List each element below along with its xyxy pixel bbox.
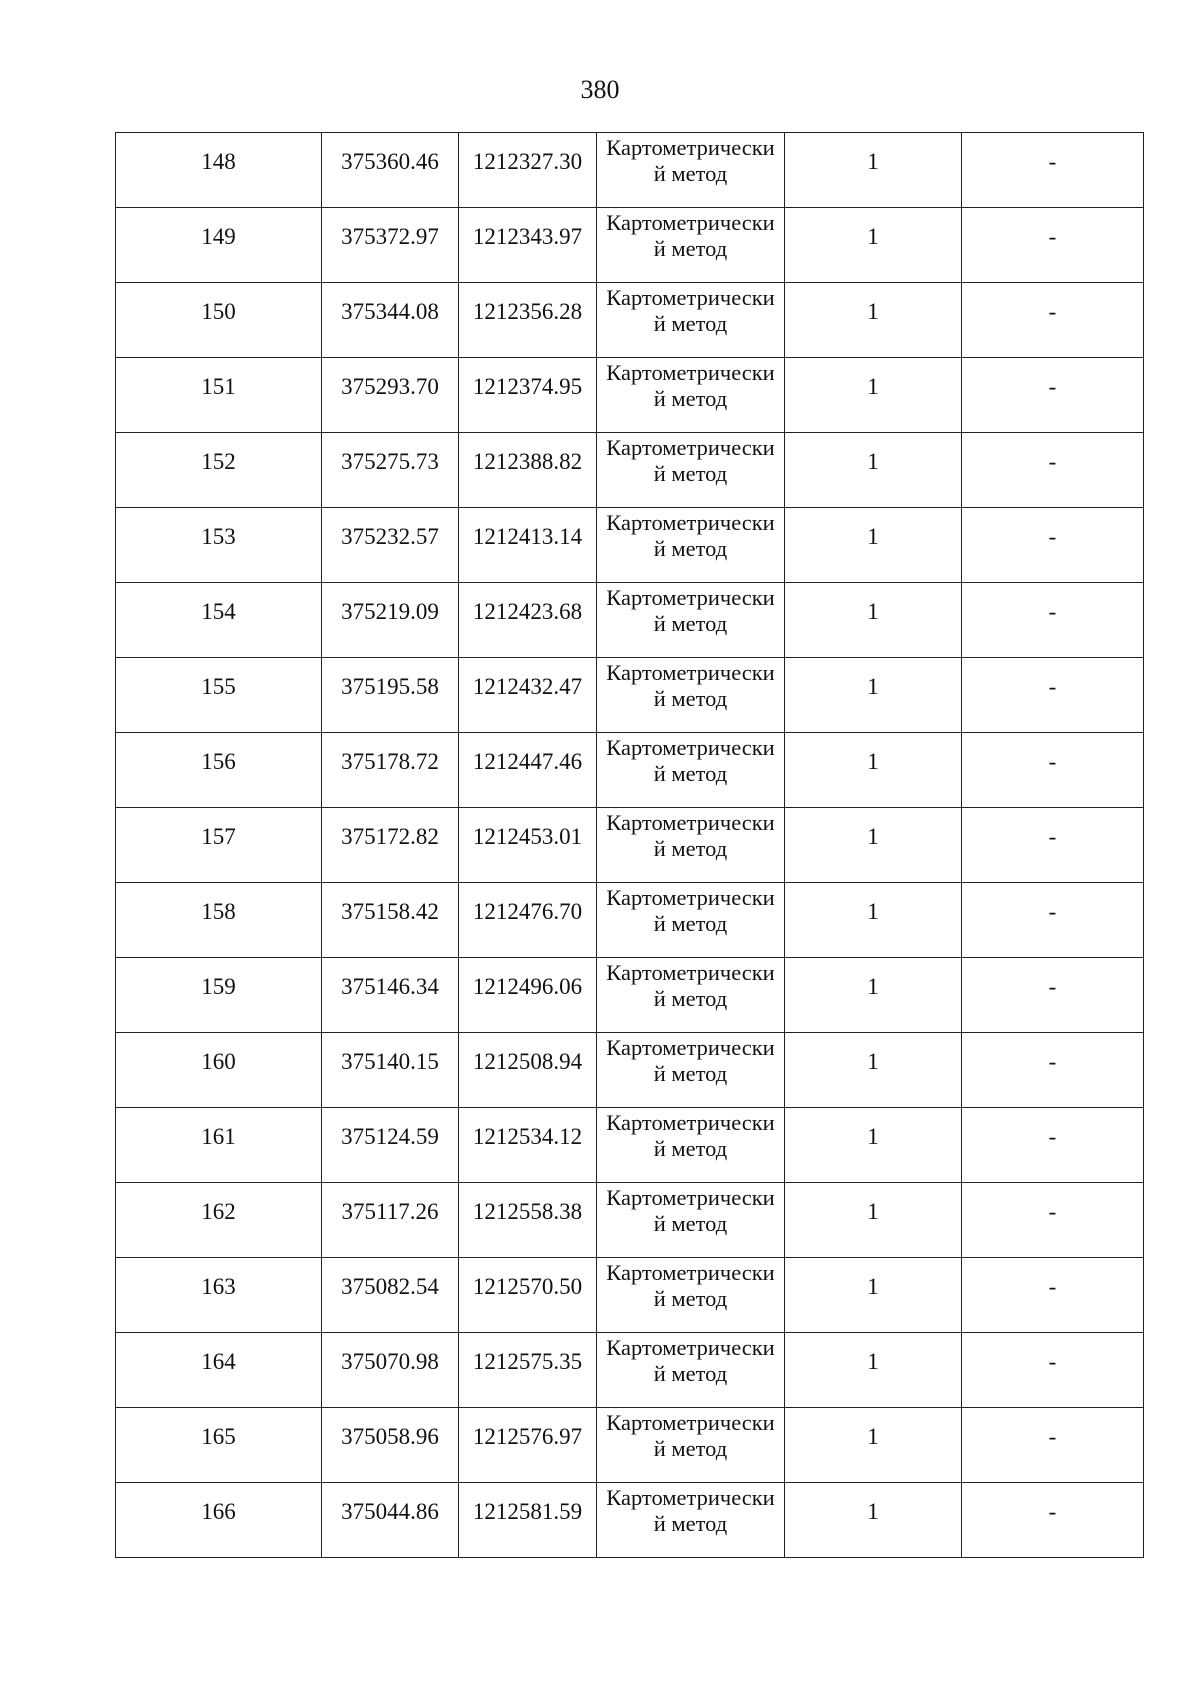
x-coordinate-cell	[322, 133, 459, 208]
method-line-1: Картометрически	[606, 1185, 775, 1210]
method-line-1: Картометрически	[606, 885, 775, 910]
method-line-1: Картометрически	[606, 1485, 775, 1510]
method-line-1: Картометрически	[606, 1035, 775, 1060]
note-cell	[962, 208, 1144, 283]
y-coordinate-cell	[459, 808, 597, 883]
method-line-2: й метод	[653, 386, 728, 411]
point-number-cell	[116, 1108, 322, 1183]
method-text	[597, 958, 784, 1012]
y-coordinate-cell	[459, 133, 597, 208]
x-coordinate-cell	[322, 358, 459, 433]
y-coordinate: 1212374.95	[472, 374, 583, 399]
point-number-cell	[116, 283, 322, 358]
point-number: 155	[201, 674, 236, 699]
note-cell	[962, 1258, 1144, 1333]
method-line-2: й метод	[653, 311, 728, 336]
accuracy-value: 1	[867, 1049, 879, 1074]
accuracy-cell	[785, 133, 962, 208]
point-number-cell	[116, 133, 322, 208]
table-row	[116, 1333, 1144, 1408]
method-text	[597, 283, 784, 337]
method-cell	[597, 733, 785, 808]
x-coordinate: 375360.46	[341, 149, 439, 174]
y-coordinate: 1212581.59	[472, 1499, 583, 1524]
note-cell	[962, 433, 1144, 508]
method-text	[597, 883, 784, 937]
accuracy-cell	[785, 208, 962, 283]
point-number-cell	[116, 1183, 322, 1258]
table-row	[116, 583, 1144, 658]
x-coordinate: 375344.08	[341, 299, 439, 324]
y-coordinate-cell	[459, 1258, 597, 1333]
y-coordinate-cell	[459, 1333, 597, 1408]
method-line-1: Картометрически	[606, 135, 775, 160]
point-number: 148	[201, 149, 236, 174]
x-coordinate-cell	[322, 583, 459, 658]
method-line-2: й метод	[653, 1511, 728, 1536]
y-coordinate: 1212423.68	[472, 599, 583, 624]
note-value: -	[1048, 899, 1057, 924]
accuracy-value: 1	[867, 224, 879, 249]
note-cell	[962, 958, 1144, 1033]
x-coordinate-cell	[322, 433, 459, 508]
x-coordinate-cell	[322, 1033, 459, 1108]
point-number: 154	[201, 599, 236, 624]
method-cell	[597, 1183, 785, 1258]
method-text	[597, 433, 784, 487]
method-line-1: Картометрически	[606, 435, 775, 460]
y-coordinate-cell	[459, 283, 597, 358]
method-cell	[597, 1258, 785, 1333]
y-coordinate-cell	[459, 733, 597, 808]
method-text	[597, 808, 784, 862]
method-cell	[597, 1483, 785, 1558]
method-cell	[597, 1333, 785, 1408]
x-coordinate-cell	[322, 1333, 459, 1408]
point-number-cell	[116, 1033, 322, 1108]
method-line-1: Картометрически	[606, 285, 775, 310]
y-coordinate-cell	[459, 1183, 597, 1258]
method-cell	[597, 1033, 785, 1108]
page-number: 380	[580, 75, 620, 104]
method-line-1: Картометрически	[606, 810, 775, 835]
x-coordinate: 375058.96	[341, 1424, 439, 1449]
point-number: 156	[201, 749, 236, 774]
point-number-cell	[116, 958, 322, 1033]
method-cell	[597, 508, 785, 583]
table-row	[116, 1108, 1144, 1183]
point-number: 150	[201, 299, 236, 324]
method-line-2: й метод	[653, 536, 728, 561]
note-value: -	[1048, 1499, 1057, 1524]
method-cell	[597, 1408, 785, 1483]
method-cell	[597, 208, 785, 283]
accuracy-value: 1	[867, 1124, 879, 1149]
accuracy-cell	[785, 808, 962, 883]
note-cell	[962, 1408, 1144, 1483]
accuracy-value: 1	[867, 1274, 879, 1299]
point-number: 160	[201, 1049, 236, 1074]
point-number-cell	[116, 1483, 322, 1558]
y-coordinate-cell	[459, 1033, 597, 1108]
note-value: -	[1048, 599, 1057, 624]
accuracy-value: 1	[867, 674, 879, 699]
point-number-cell	[116, 1408, 322, 1483]
x-coordinate-cell	[322, 1258, 459, 1333]
method-line-1: Картометрически	[606, 660, 775, 685]
y-coordinate: 1212476.70	[472, 899, 583, 924]
x-coordinate: 375117.26	[341, 1199, 439, 1224]
x-coordinate: 375146.34	[341, 974, 439, 999]
method-text	[597, 733, 784, 787]
point-number: 162	[201, 1199, 236, 1224]
point-number: 152	[201, 449, 236, 474]
accuracy-cell	[785, 1333, 962, 1408]
y-coordinate: 1212388.82	[472, 449, 583, 474]
note-cell	[962, 808, 1144, 883]
point-number-cell	[116, 433, 322, 508]
method-text	[597, 658, 784, 712]
method-text	[597, 1108, 784, 1162]
method-cell	[597, 958, 785, 1033]
note-cell	[962, 1033, 1144, 1108]
y-coordinate-cell	[459, 1408, 597, 1483]
note-cell	[962, 133, 1144, 208]
accuracy-value: 1	[867, 449, 879, 474]
table-row	[116, 208, 1144, 283]
method-line-2: й метод	[653, 686, 728, 711]
point-number-cell	[116, 658, 322, 733]
method-cell	[597, 883, 785, 958]
point-number: 153	[201, 524, 236, 549]
y-coordinate-cell	[459, 1483, 597, 1558]
table-row	[116, 1183, 1144, 1258]
note-value: -	[1048, 524, 1057, 549]
y-coordinate: 1212343.97	[472, 224, 583, 249]
method-text	[597, 1333, 784, 1387]
method-text	[597, 1183, 784, 1237]
point-number-cell	[116, 1258, 322, 1333]
x-coordinate-cell	[322, 883, 459, 958]
method-line-2: й метод	[653, 1061, 728, 1086]
note-cell	[962, 1333, 1144, 1408]
method-line-2: й метод	[653, 1436, 728, 1461]
x-coordinate: 375124.59	[341, 1124, 439, 1149]
method-line-2: й метод	[653, 1211, 728, 1236]
table-row	[116, 1258, 1144, 1333]
point-number-cell	[116, 808, 322, 883]
table-row	[116, 133, 1144, 208]
note-value: -	[1048, 149, 1057, 174]
accuracy-value: 1	[867, 824, 879, 849]
method-line-1: Картометрически	[606, 1335, 775, 1360]
point-number-cell	[116, 883, 322, 958]
x-coordinate: 375044.86	[341, 1499, 439, 1524]
point-number: 159	[201, 974, 236, 999]
x-coordinate: 375372.97	[341, 224, 439, 249]
point-number: 165	[201, 1424, 236, 1449]
method-line-1: Картометрически	[606, 960, 775, 985]
x-coordinate: 375140.15	[341, 1049, 439, 1074]
method-cell	[597, 283, 785, 358]
y-coordinate: 1212576.97	[472, 1424, 583, 1449]
accuracy-value: 1	[867, 149, 879, 174]
table-row	[116, 958, 1144, 1033]
table-row	[116, 733, 1144, 808]
y-coordinate-cell	[459, 508, 597, 583]
y-coordinate: 1212453.01	[472, 824, 583, 849]
accuracy-cell	[785, 1108, 962, 1183]
note-value: -	[1048, 1274, 1057, 1299]
y-coordinate: 1212432.47	[472, 674, 583, 699]
table-body	[116, 133, 1144, 1558]
note-cell	[962, 1108, 1144, 1183]
point-number-cell	[116, 508, 322, 583]
x-coordinate-cell	[322, 958, 459, 1033]
accuracy-cell	[785, 883, 962, 958]
table-row	[116, 1033, 1144, 1108]
y-coordinate-cell	[459, 958, 597, 1033]
method-text	[597, 358, 784, 412]
table-row	[116, 658, 1144, 733]
accuracy-cell	[785, 658, 962, 733]
method-line-1: Картометрически	[606, 735, 775, 760]
accuracy-value: 1	[867, 974, 879, 999]
y-coordinate-cell	[459, 1108, 597, 1183]
method-cell	[597, 583, 785, 658]
accuracy-value: 1	[867, 899, 879, 924]
x-coordinate-cell	[322, 1108, 459, 1183]
note-cell	[962, 1183, 1144, 1258]
table-row	[116, 508, 1144, 583]
method-cell	[597, 433, 785, 508]
method-line-2: й метод	[653, 761, 728, 786]
y-coordinate: 1212327.30	[472, 149, 583, 174]
method-cell	[597, 133, 785, 208]
y-coordinate-cell	[459, 583, 597, 658]
note-value: -	[1048, 1424, 1057, 1449]
note-cell	[962, 283, 1144, 358]
accuracy-value: 1	[867, 524, 879, 549]
method-line-1: Картометрически	[606, 1410, 775, 1435]
method-line-2: й метод	[653, 911, 728, 936]
accuracy-cell	[785, 433, 962, 508]
table-row	[116, 358, 1144, 433]
accuracy-cell	[785, 1408, 962, 1483]
x-coordinate: 375172.82	[341, 824, 439, 849]
note-value: -	[1048, 224, 1057, 249]
method-cell	[597, 358, 785, 433]
method-line-2: й метод	[653, 161, 728, 186]
accuracy-cell	[785, 283, 962, 358]
method-text	[597, 1033, 784, 1087]
accuracy-value: 1	[867, 1199, 879, 1224]
note-cell	[962, 1483, 1144, 1558]
y-coordinate: 1212413.14	[472, 524, 583, 549]
y-coordinate: 1212356.28	[472, 299, 583, 324]
accuracy-value: 1	[867, 1499, 879, 1524]
method-text	[597, 1258, 784, 1312]
accuracy-cell	[785, 1033, 962, 1108]
y-coordinate-cell	[459, 358, 597, 433]
method-text	[597, 508, 784, 562]
x-coordinate-cell	[322, 208, 459, 283]
note-value: -	[1048, 674, 1057, 699]
accuracy-value: 1	[867, 599, 879, 624]
method-cell	[597, 1108, 785, 1183]
x-coordinate-cell	[322, 658, 459, 733]
accuracy-cell	[785, 1258, 962, 1333]
table-row	[116, 433, 1144, 508]
method-line-2: й метод	[653, 1136, 728, 1161]
table-row	[116, 808, 1144, 883]
x-coordinate: 375070.98	[341, 1349, 439, 1374]
note-cell	[962, 583, 1144, 658]
point-number: 157	[201, 824, 236, 849]
point-number: 151	[201, 374, 236, 399]
method-text	[597, 1483, 784, 1537]
method-text	[597, 1408, 784, 1462]
y-coordinate: 1212496.06	[472, 974, 583, 999]
point-number: 164	[201, 1349, 236, 1374]
note-value: -	[1048, 449, 1057, 474]
table-row	[116, 1408, 1144, 1483]
note-value: -	[1048, 299, 1057, 324]
method-line-2: й метод	[653, 836, 728, 861]
x-coordinate: 375293.70	[341, 374, 439, 399]
method-line-2: й метод	[653, 986, 728, 1011]
y-coordinate-cell	[459, 658, 597, 733]
note-value: -	[1048, 1349, 1057, 1374]
x-coordinate: 375158.42	[341, 899, 439, 924]
accuracy-value: 1	[867, 299, 879, 324]
point-number-cell	[116, 208, 322, 283]
accuracy-cell	[785, 733, 962, 808]
x-coordinate-cell	[322, 283, 459, 358]
x-coordinate: 375275.73	[341, 449, 439, 474]
note-value: -	[1048, 1049, 1057, 1074]
method-line-1: Картометрически	[606, 585, 775, 610]
y-coordinate: 1212508.94	[472, 1049, 583, 1074]
point-number: 158	[201, 899, 236, 924]
method-cell	[597, 658, 785, 733]
accuracy-cell	[785, 358, 962, 433]
x-coordinate: 375195.58	[341, 674, 439, 699]
accuracy-cell	[785, 1183, 962, 1258]
note-value: -	[1048, 374, 1057, 399]
note-cell	[962, 883, 1144, 958]
y-coordinate: 1212558.38	[472, 1199, 583, 1224]
table-row	[116, 283, 1144, 358]
note-cell	[962, 358, 1144, 433]
method-line-1: Картометрически	[606, 1260, 775, 1285]
table-row	[116, 1483, 1144, 1558]
method-cell	[597, 808, 785, 883]
method-line-1: Картометрически	[606, 360, 775, 385]
y-coordinate-cell	[459, 433, 597, 508]
x-coordinate: 375178.72	[341, 749, 439, 774]
note-cell	[962, 733, 1144, 808]
point-number: 161	[201, 1124, 236, 1149]
method-text	[597, 133, 784, 187]
y-coordinate-cell	[459, 208, 597, 283]
y-coordinate: 1212570.50	[472, 1274, 583, 1299]
y-coordinate: 1212447.46	[472, 749, 583, 774]
coordinates-table	[115, 132, 1144, 1558]
x-coordinate: 375219.09	[341, 599, 439, 624]
y-coordinate: 1212534.12	[472, 1124, 583, 1149]
method-text	[597, 583, 784, 637]
note-value: -	[1048, 824, 1057, 849]
point-number: 166	[201, 1499, 236, 1524]
x-coordinate-cell	[322, 1483, 459, 1558]
x-coordinate: 375232.57	[341, 524, 439, 549]
accuracy-value: 1	[867, 1349, 879, 1374]
table-row	[116, 883, 1144, 958]
x-coordinate-cell	[322, 1408, 459, 1483]
accuracy-cell	[785, 583, 962, 658]
method-line-2: й метод	[653, 236, 728, 261]
accuracy-value: 1	[867, 374, 879, 399]
method-line-1: Картометрически	[606, 510, 775, 535]
accuracy-cell	[785, 1483, 962, 1558]
x-coordinate-cell	[322, 508, 459, 583]
method-line-2: й метод	[653, 461, 728, 486]
method-text	[597, 208, 784, 262]
point-number-cell	[116, 733, 322, 808]
x-coordinate-cell	[322, 733, 459, 808]
x-coordinate-cell	[322, 1183, 459, 1258]
method-line-1: Картометрически	[606, 1110, 775, 1135]
note-value: -	[1048, 1124, 1057, 1149]
point-number-cell	[116, 583, 322, 658]
note-cell	[962, 508, 1144, 583]
point-number-cell	[116, 358, 322, 433]
method-line-2: й метод	[653, 1286, 728, 1311]
x-coordinate: 375082.54	[341, 1274, 439, 1299]
y-coordinate-cell	[459, 883, 597, 958]
note-value: -	[1048, 1199, 1057, 1224]
note-value: -	[1048, 749, 1057, 774]
method-line-1: Картометрически	[606, 210, 775, 235]
method-line-2: й метод	[653, 611, 728, 636]
accuracy-value: 1	[867, 1424, 879, 1449]
y-coordinate: 1212575.35	[472, 1349, 583, 1374]
point-number: 149	[201, 224, 236, 249]
accuracy-cell	[785, 958, 962, 1033]
note-value: -	[1048, 974, 1057, 999]
method-line-2: й метод	[653, 1361, 728, 1386]
accuracy-cell	[785, 508, 962, 583]
point-number-cell	[116, 1333, 322, 1408]
x-coordinate-cell	[322, 808, 459, 883]
point-number: 163	[201, 1274, 236, 1299]
accuracy-value: 1	[867, 749, 879, 774]
note-cell	[962, 658, 1144, 733]
